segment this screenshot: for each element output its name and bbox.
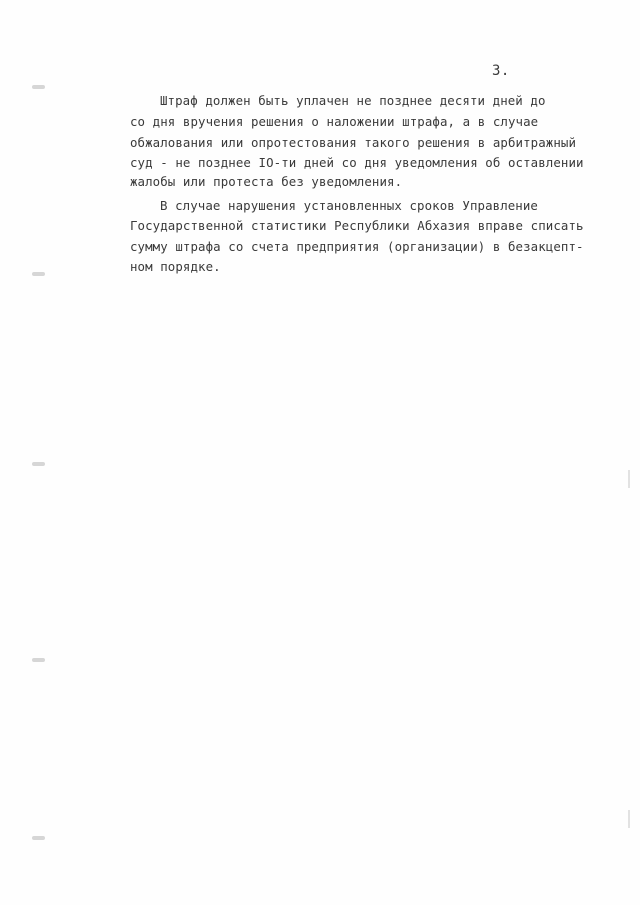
scan-edge-mark [628, 470, 630, 488]
text-line: жалобы или протеста без уведомления. [130, 174, 403, 189]
punch-hole-mark [32, 836, 45, 840]
punch-hole-mark [32, 272, 45, 276]
text-line: обжалования или опротестования такого решения в арбитражный [130, 135, 577, 150]
text-line: суд - не позднее IO-ти дней со дня уведомления об оставлении [130, 155, 584, 170]
punch-hole-mark [32, 85, 45, 89]
page-number: 3. [492, 63, 510, 79]
text-line: со дня вручения решения о наложении штрафа, а в случае [130, 114, 539, 129]
punch-hole-mark [32, 658, 45, 662]
scan-edge-mark [628, 810, 630, 828]
text-line: ном порядке. [130, 259, 221, 274]
text-line: Штраф должен быть уплачен не позднее десяти дней до [160, 93, 546, 108]
text-line: сумму штрафа со счета предприятия (организации) в безакцепт- [130, 239, 584, 254]
punch-hole-mark [32, 462, 45, 466]
text-line: В случае нарушения установленных сроков Управление [160, 198, 538, 213]
text-line: Государственной статистики Республики Абхазия вправе списать [130, 218, 584, 233]
